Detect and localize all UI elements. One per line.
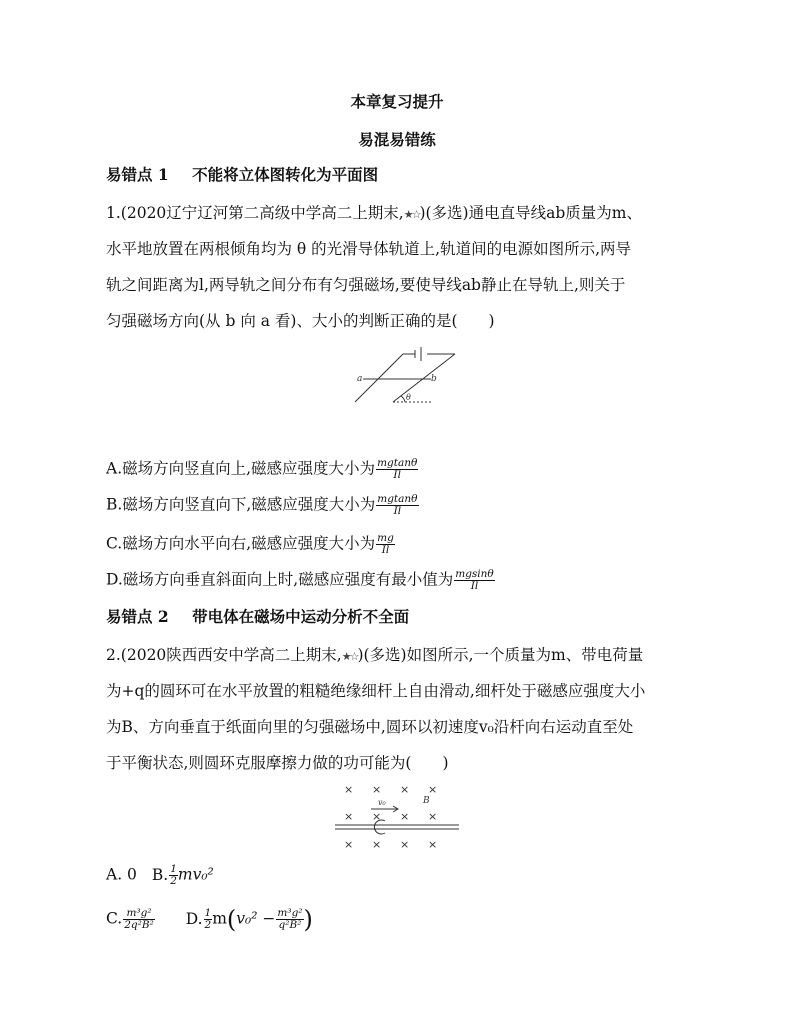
option-d-text: D.磁场方向垂直斜面向上时,磁感应强度有最小值为 [106, 570, 454, 589]
question2-text-line3: 为B、方向垂直于纸面向里的匀强磁场中,圆环以初速度v₀沿杆向右运动直至处 [106, 718, 634, 736]
question2-source: (2020陕西西安中学高二上期末, [120, 646, 342, 664]
question1-line1 [106, 203, 642, 225]
question1-option-d [106, 569, 495, 592]
option-b-prefix: B. [151, 865, 169, 884]
field-cross-icon: × [344, 810, 354, 823]
question2-options-cd [106, 905, 313, 934]
field-cross-icon: × [428, 838, 438, 851]
field-cross-icon: × [428, 783, 438, 796]
figure1-label-a: a [357, 374, 363, 384]
question1-text-line1: )(多选)通电直导线ab质量为m、 [419, 204, 642, 222]
question1-text-line3: 轨之间距离为l,两导轨之间分布有匀强磁场,要使导线ab静止在导轨上,则关于 [106, 276, 626, 294]
option-c-denominator: 2q²B² [124, 919, 154, 931]
section2-label: 易错点 2 [106, 607, 169, 626]
question1-text-line4: 匀强磁场方向(从 b 向 a 看)、大小的判断正确的是( ) [106, 312, 495, 330]
option-d-denominator: Il [470, 580, 479, 592]
option-c-prefix: C. [106, 909, 123, 928]
page-title: 本章复习提升 [350, 92, 444, 111]
option-b-numerator: 1 [170, 863, 177, 875]
figure2-label-v0: v₀ [378, 798, 386, 807]
option-b-fraction [376, 494, 418, 517]
section2-heading [106, 607, 409, 627]
section1-heading [106, 165, 378, 185]
option-c-numerator: m³g² [123, 908, 155, 920]
option-d-close-paren: ) [303, 905, 313, 934]
difficulty-stars-icon: ★☆ [403, 208, 420, 221]
figure1-label-b: b [431, 374, 437, 384]
option-d-prefix: D. [185, 909, 203, 928]
question1-option-a [106, 458, 418, 481]
question1-text-line2: 水平地放置在两根倾角均为 θ 的光滑导体轨道上,轨道间的电源如图所示,两导 [106, 240, 632, 258]
question2-line1 [106, 645, 643, 667]
option-d-fraction [454, 569, 495, 592]
option-c-fraction [376, 533, 395, 556]
option-a-numerator: mgtanθ [377, 457, 418, 469]
option-d-inner-denominator: q²B² [278, 919, 302, 931]
option-b-denominator: 2 [170, 875, 177, 887]
section1-title: 不能将立体图转化为平面图 [192, 165, 379, 184]
option-a-text: A.磁场方向竖直向上,磁感应强度大小为 [106, 459, 376, 478]
option-d-mass: m [212, 909, 227, 928]
option-c-fraction [123, 908, 155, 931]
option-d-fraction-half [204, 908, 213, 931]
option-c-denominator: Il [381, 544, 390, 556]
question2-text-line2: 为+q的圆环可在水平放置的粗糙绝缘细杆上自由滑动,细杆处于磁感应强度大小 [106, 682, 646, 700]
option-d-denominator: 2 [204, 919, 212, 931]
option-c-numerator: mg [377, 532, 394, 544]
question1-figure [345, 350, 465, 410]
question2-text-line1: )(多选)如图所示,一个质量为m、带电荷量 [357, 646, 644, 664]
option-b-expression: mv₀² [177, 865, 214, 884]
question2-options-ab [106, 864, 214, 887]
question2-text-line4: 于平衡状态,则圆环克服摩擦力做的功可能为( ) [106, 754, 449, 772]
option-a-denominator: Il [393, 469, 401, 481]
field-cross-icon: × [372, 838, 382, 851]
field-cross-icon: × [400, 810, 410, 823]
field-cross-icon: × [344, 838, 354, 851]
question2-figure [335, 782, 465, 852]
option-d-open-paren: ( [226, 905, 237, 934]
question1-source: (2020辽宁辽河第二高级中学高二上期末, [120, 204, 404, 222]
question1-option-c [106, 533, 395, 556]
option-d-inner-numerator: m³g² [277, 907, 303, 919]
question1-option-b [106, 494, 419, 517]
option-a-fraction [376, 458, 418, 481]
option-d-numerator: mgsinθ [455, 568, 494, 580]
option-b-text: B.磁场方向竖直向下,磁感应强度大小为 [106, 495, 376, 514]
field-cross-icon: × [400, 838, 410, 851]
option-c-text: C.磁场方向水平向右,磁感应强度大小为 [106, 534, 376, 553]
field-cross-icon: × [372, 810, 382, 823]
field-cross-icon: × [428, 810, 438, 823]
page-subtitle: 易混易错练 [358, 130, 436, 149]
option-d-fraction-inner [276, 908, 303, 931]
option-b-fraction [169, 864, 178, 887]
option-d-velocity: v₀² − [236, 909, 276, 928]
option-b-denominator: Il [393, 505, 402, 517]
section1-label: 易错点 1 [106, 165, 169, 184]
option-b-numerator: mgtanθ [377, 493, 418, 505]
option-a-text: A. 0 [106, 865, 137, 884]
question2-number: 2. [106, 646, 121, 664]
section2-title: 带电体在磁场中运动分析不全面 [192, 607, 410, 626]
question1-number: 1. [106, 204, 121, 222]
difficulty-stars-icon: ★☆ [341, 650, 358, 663]
field-cross-icon: × [344, 783, 354, 796]
figure2-label-B: B [423, 796, 430, 806]
option-d-numerator: 1 [204, 907, 212, 919]
field-cross-icon: × [400, 783, 410, 796]
field-cross-icon: × [372, 783, 382, 796]
figure1-label-theta: θ [406, 393, 411, 402]
